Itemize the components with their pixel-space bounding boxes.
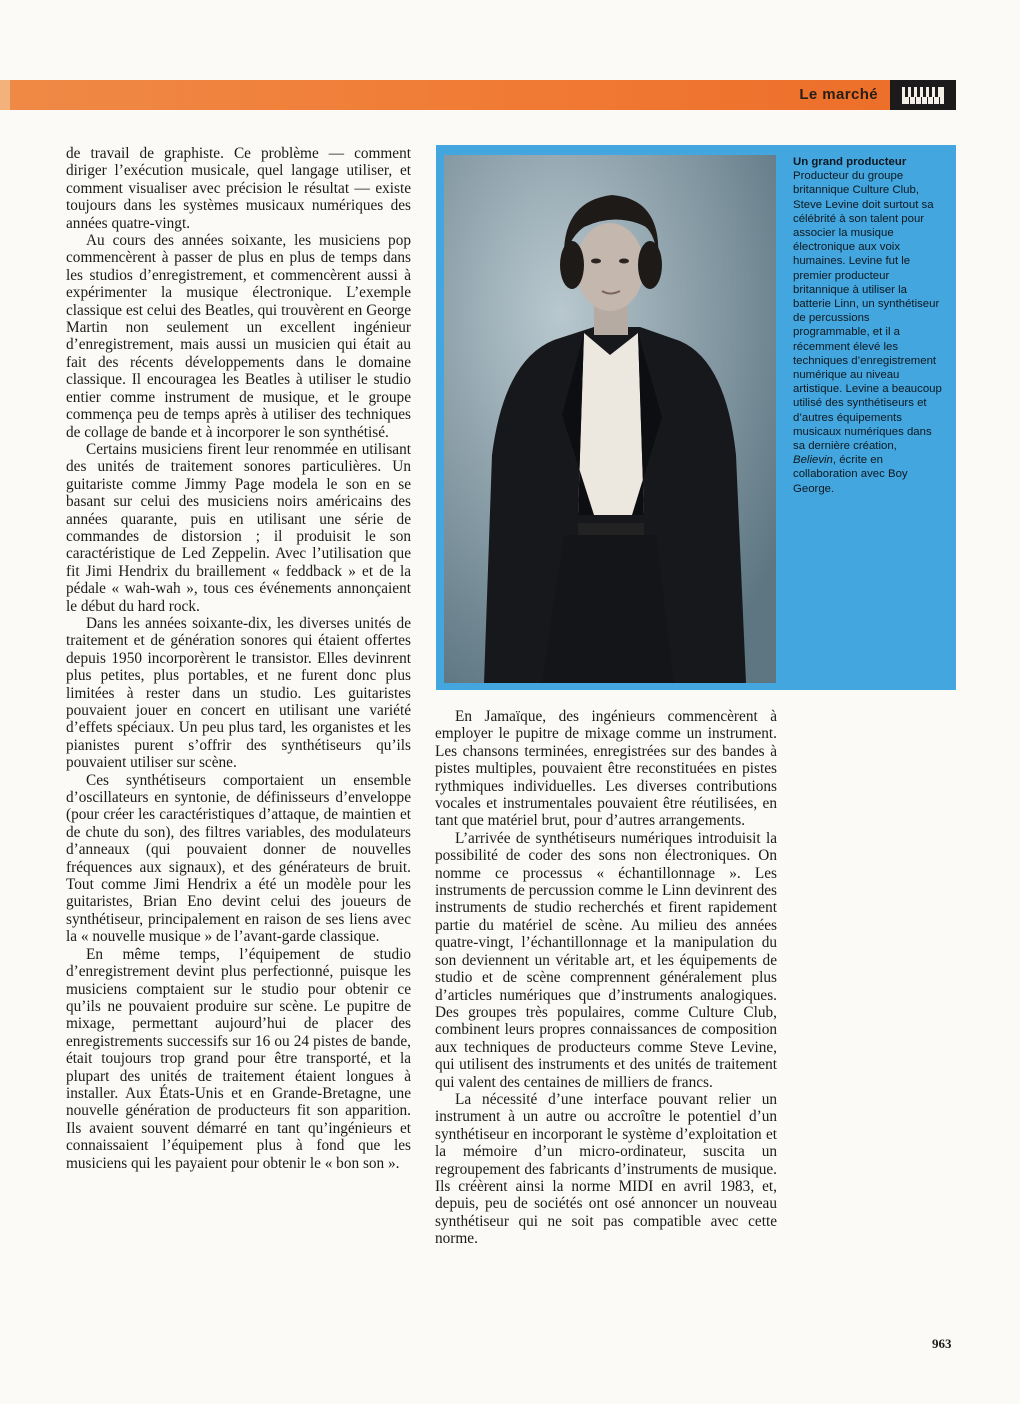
header-edge	[0, 80, 10, 110]
paragraph: L’arrivée de synthétiseurs numériques introduisit la possibilité de coder des sons non électroniques. On nomme ce processus « échantillonnage ». Les instruments de percussion comme le Linn devinrent des instruments de studio recherchés et firent rapidement partie du matériel de scène. Au milieu des années quatre-vingt, l’échantillonnage et la manipulation du son deviennent un véritable art, et les équipements de studio et de scène comprennent généralement plus d’articles numériques que d’instruments analogiques. Des groupes très populaires, comme Culture Club, combinent leurs propres connaissances de composition aux techniques de producteurs comme Steve Levine, qui utilisent des instruments et des unités de traitement qui valent des centaines de milliers de francs.	[435, 829, 777, 1091]
paragraph: La nécessité d’une interface pouvant relier un instrument à un autre ou accroître le potentiel d’un synthétiseur en incorporant le système d’exploitation et la mémoire d’un micro-ordinateur, suscita un regroupement des fabricants d’instruments de musique. Ils créèrent ainsi la norme MIDI en avril 1983, et, depuis, peu de sociétés ont osé annoncer un nouveau synthétiseur qui ne soit pas compatible avec cette norme.	[435, 1090, 777, 1248]
section-title: Le marché	[799, 86, 878, 103]
producer-photo	[444, 155, 776, 683]
paragraph: En Jamaïque, des ingénieurs commencèrent à employer le pupitre de mixage comme un instrument. Les chansons terminées, enregistrées sur des bandes à pistes multiples, pouvaient être reconstituées en pistes rythmiques individuelles. Les diverses contributions vocales et instrumentales pouvaient être réutilisées, en tant que matériel brut, pour d’autres arrangements.	[435, 708, 777, 830]
caption-title: Un grand producteur	[793, 156, 907, 168]
paragraph: En même temps, l’équipement de studio d’enregistrement devint plus perfectionné, puisque les musiciens comptaient sur le studio pour obtenir ce qu’ils ne pouvaient produire sur scène. Le pupitre de mixage, permettant aujourd’hui de placer des enregistrements successifs sur 16 ou 24 pistes de bande, était toujours trop grand pour être transporté, et la plupart des unités de traitement étaient longues à installer. Aux États-Unis et en Grande-Bretagne, une nouvelle génération de producteurs fit son apparition. Ils avaient souvent démarré en tant qu’ingénieurs et connaissaient l’équipement plus à fond que les musiciens qui les payaient pour obtenir le « bon son ».	[66, 945, 411, 1172]
photo-caption	[793, 155, 943, 496]
keyboard-icon	[890, 80, 956, 110]
section-header-bar	[0, 80, 956, 110]
caption-album-title: Believin	[793, 454, 833, 467]
keyboard-icon-graphic	[890, 80, 956, 110]
page-number: 963	[932, 1336, 952, 1351]
paragraph: Dans les années soixante-dix, les diverses unités de traitement et de génération sonores qui étaient offertes depuis 1950 incorporèrent le transistor. Elles devinrent plus petites, plus portables, et ne furent donc plus limitées à rester dans un studio. Les guitaristes pouvaient jouer en concert en utilisant une variété d’effets spéciaux. Un peu plus tard, les organistes et les pianistes purent s’offrir des synthétiseurs qu’ils pouvaient utiliser sur scène.	[66, 614, 411, 772]
photo-caption-panel	[436, 145, 956, 690]
left-text-column	[66, 145, 411, 1172]
caption-text-end: , écrite en collaboration avec Boy George.	[793, 454, 908, 495]
caption-text: Producteur du groupe britannique Culture Club, Steve Levine doit surtout sa célébrité à son talent pour associer la musique électronique aux voix humaines. Levine fut le premier producteur britannique à utiliser la batterie Linn, un synthétiseur de percussions programmable, et il a récemment élevé les techniques d’enregistrement numérique au niveau artistique. Levine a beaucoup utilisé des synthétiseurs et d’autres équipements musicaux numériques dans sa dernière création,	[793, 170, 942, 453]
portrait-illustration	[444, 155, 776, 683]
paragraph: Ces synthétiseurs comportaient un ensemble d’oscillateurs en syntonie, de définisseurs d’enveloppe (pour créer les caractéristiques d’attaque, de maintien et de chute du son), des filtres variables, des modulateurs d’anneaux (qui pouvaient donner de nouvelles fréquences aux signaux), et des générateurs de bruit. Tout comme Jimi Hendrix a été un modèle pour les guitaristes, Brian Eno devint celui des joueurs de synthétiseur, principalement en raison de ses liens avec la « nouvelle musique » de l’avant-garde classique.	[66, 771, 411, 946]
paragraph: Au cours des années soixante, les musiciens pop commencèrent à passer de plus en plus de temps dans les studios d’enregistrement, et commencèrent aussi à expérimenter la musique électronique. L’exemple classique est celui des Beatles, qui trouvèrent en George Martin non seulement un excellent ingénieur d’enregistrement, mais aussi un musicien qui était au fait des récents développements dans le domaine classique. Il encouragea les Beatles à utiliser le studio entier comme instrument de musique, et le groupe commença peu de temps après à utiliser des techniques de collage de bande et à incorporer le son synthétisé.	[66, 232, 411, 441]
paragraph: Certains musiciens firent leur renommée en utilisant des unités de traitement sonores particulières. Un guitariste comme Jimmy Page modela le son en se basant sur celui des musiciens noirs américains des années quarante, puis en utilisant une série de commandes de distorsion ; il produisit le son caractéristique de Led Zeppelin. Avec l’utilisation que fit Jimi Hendrix du braillement « feddback » et de la pédale « wah-wah », tous ces événements annonçaient le début du hard rock.	[66, 440, 411, 615]
paragraph: de travail de graphiste. Ce problème — comment diriger l’exécution musicale, quel langage utiliser, et comment visualiser avec précision le résultat — existe toujours dans les systèmes musicaux numériques des années quatre-vingt.	[66, 145, 411, 232]
right-text-column	[435, 708, 777, 1248]
